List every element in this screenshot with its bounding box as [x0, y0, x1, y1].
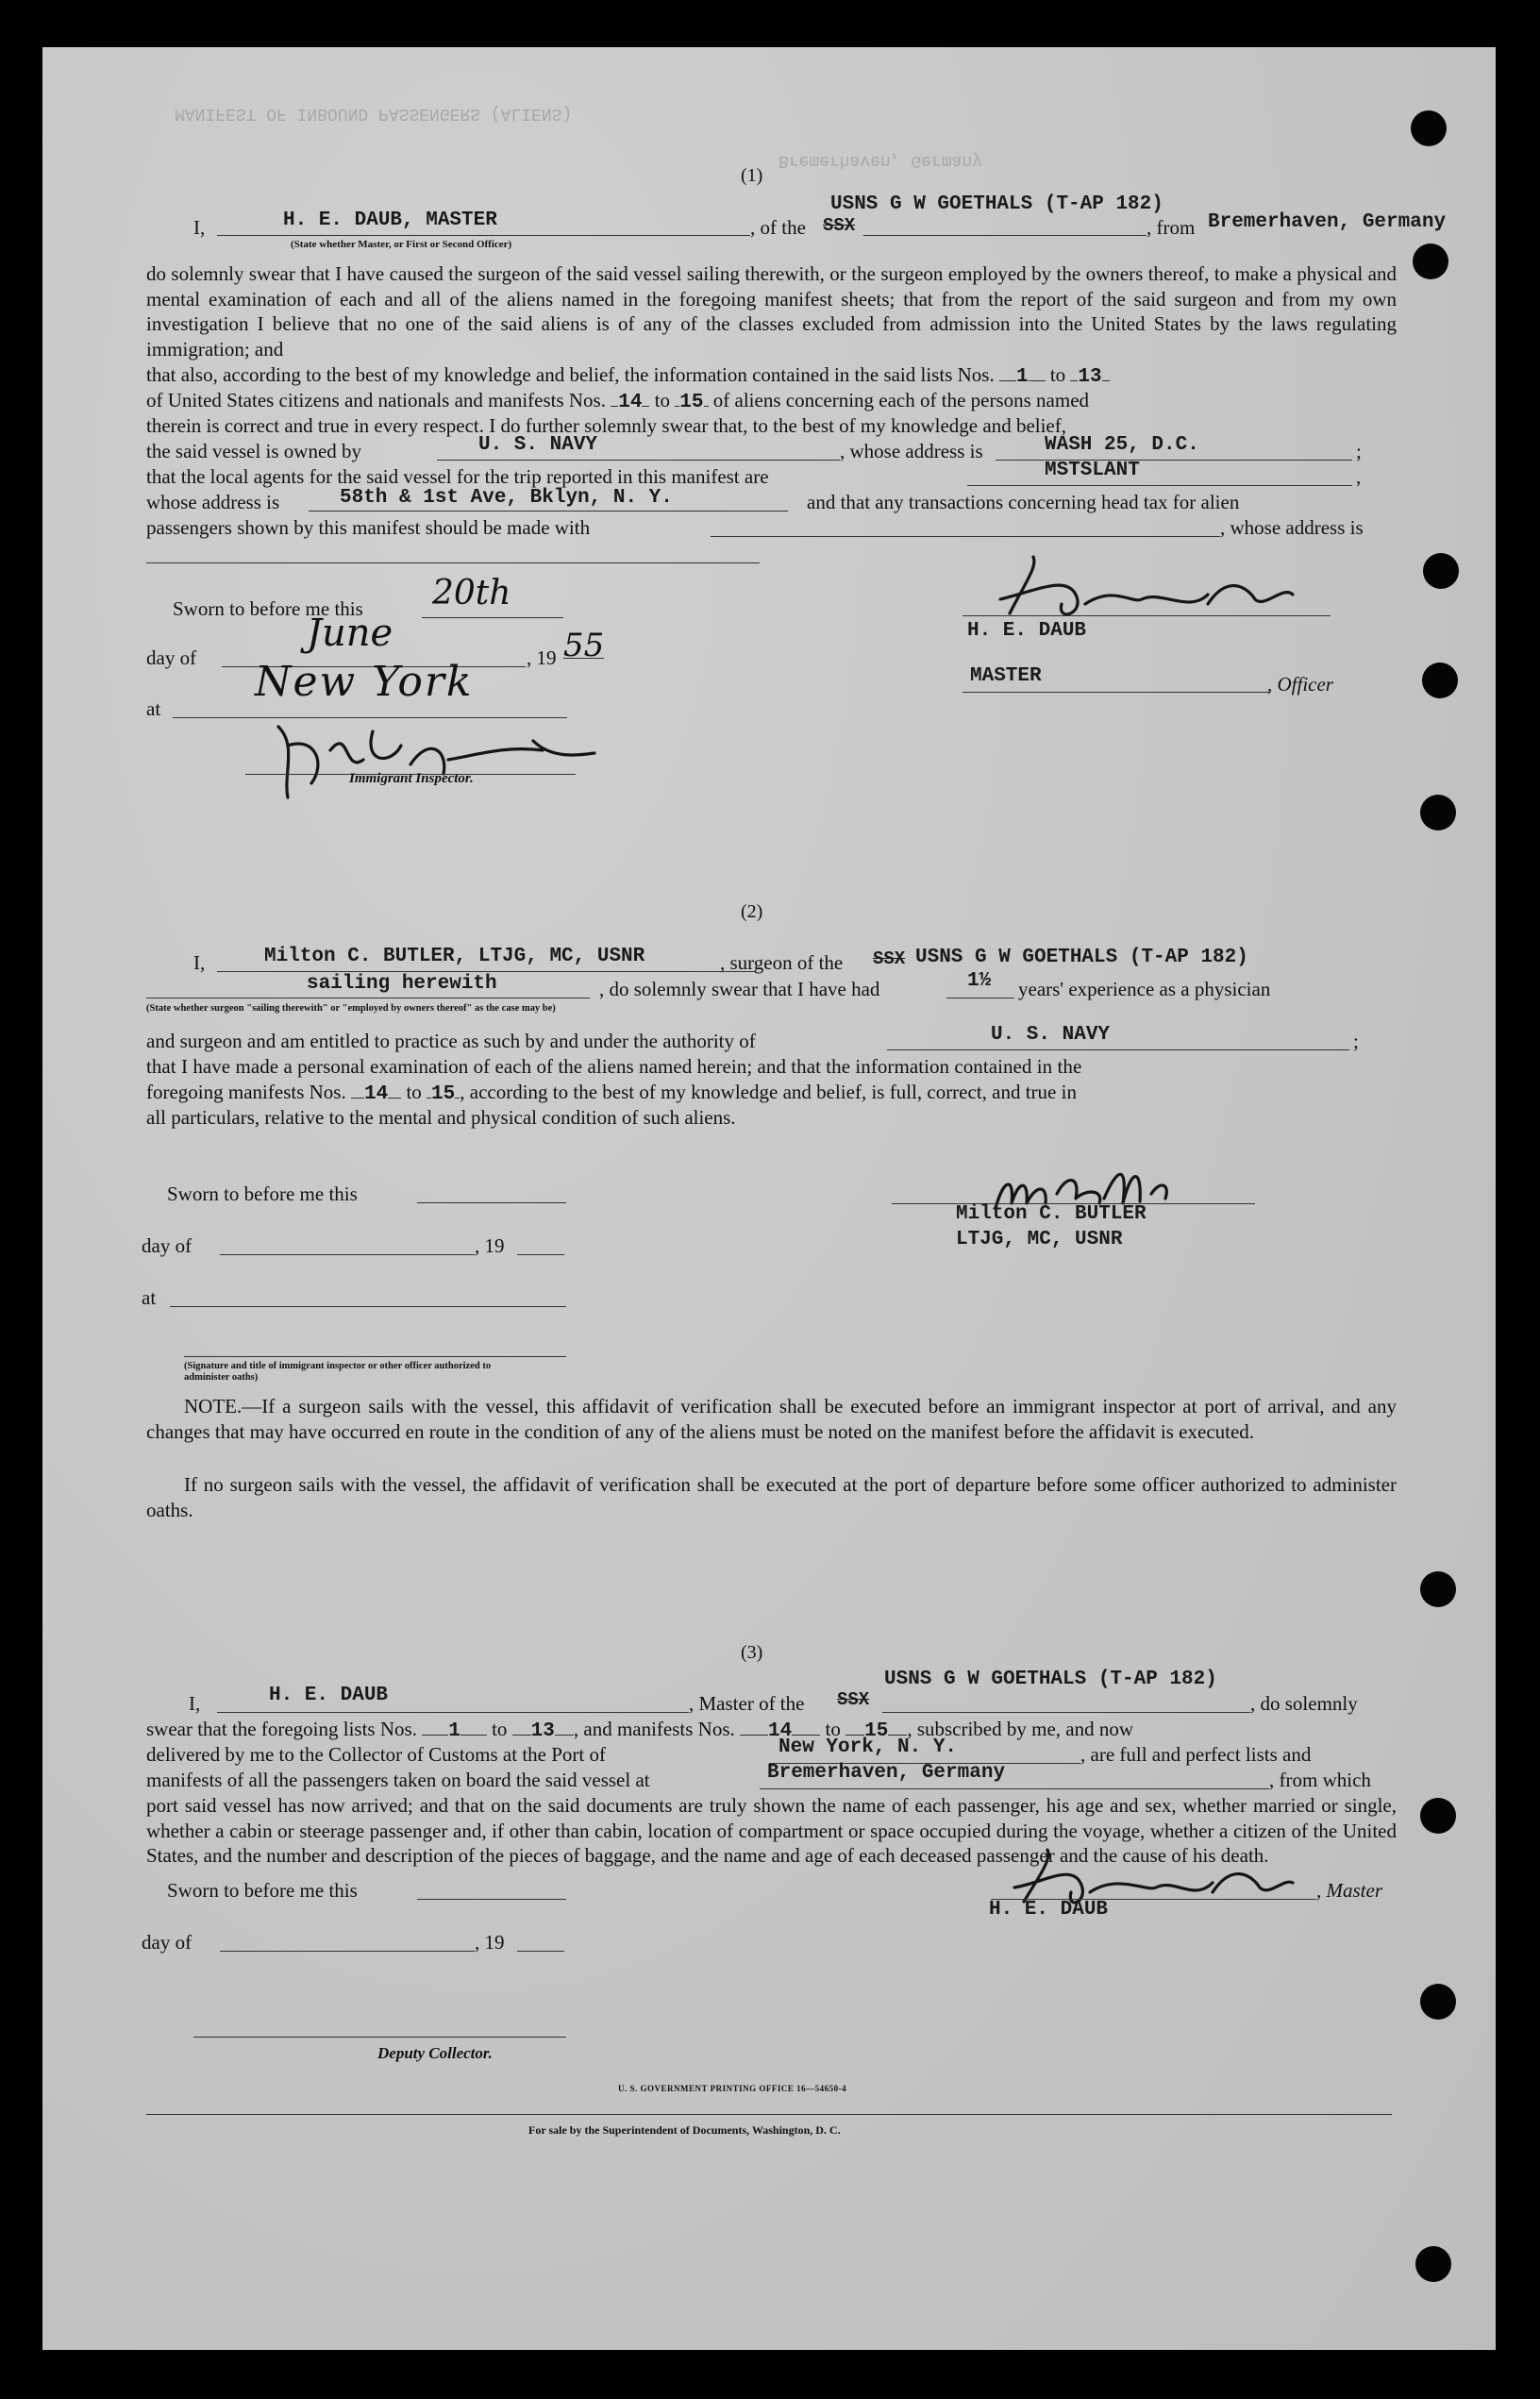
i-label: I,	[193, 951, 206, 974]
swear-label: swear that the foregoing lists Nos.	[146, 1718, 417, 1740]
master-name-line	[217, 1712, 689, 1713]
owner-address-field: WASH 25, D.C.	[1045, 434, 1199, 456]
master-signer-name: H. E. DAUB	[989, 1899, 1109, 1921]
at-label: at	[146, 697, 161, 720]
sworn-month: June	[307, 612, 393, 655]
subscribed-text: , subscribed by me, and now	[907, 1718, 1134, 1740]
section2-body3: all particulars, relative to the mental and physical condition of such aliens.	[146, 1106, 736, 1129]
from-label: , from	[1147, 216, 1196, 239]
lists-to: 13	[530, 1720, 555, 1742]
comma: ,	[1356, 465, 1362, 488]
sale-notice: For sale by the Superintendent of Documents, Washington, D. C.	[528, 2123, 841, 2137]
from-port: Bremerhaven, Germany	[1208, 211, 1447, 233]
authority-text: and surgeon and am entitled to practice as such by and under the authority of	[146, 1030, 756, 1052]
month-line	[220, 1951, 475, 1952]
master-caption: (State whether Master, or First or Second Officer)	[291, 239, 512, 250]
note-paragraph-2: If no surgeon sails with the vessel, the affidavit of verification shall be executed at the port of departure before some officer authorized to administer oaths.	[146, 1473, 1397, 1521]
vessel-name: USNS G W GOETHALS (T-AP 182)	[830, 193, 1163, 215]
agents-field: MSTSLANT	[1045, 460, 1140, 481]
sworn-place: New York	[255, 658, 474, 706]
manifests-to: 15	[864, 1720, 889, 1742]
sailing-field: sailing herewith	[307, 973, 497, 995]
year-prefix: , 19	[527, 646, 557, 669]
from-which-text: , from which	[1269, 1769, 1371, 1791]
authority-line	[887, 1049, 1349, 1050]
master-name-line	[217, 235, 750, 236]
section-number: (2)	[741, 901, 763, 922]
section1-line4	[146, 362, 1110, 390]
collector-caption: Deputy Collector.	[377, 2044, 493, 2062]
inspector-signature	[259, 708, 599, 812]
sworn-label: Sworn to before me this	[167, 1879, 358, 1902]
manifests-text: of United States citizens and nationals and manifests Nos.	[146, 389, 606, 411]
note-label: NOTE.	[184, 1395, 243, 1418]
to-label: to	[654, 389, 671, 411]
sworn-label: Sworn to before me this	[173, 597, 363, 620]
surgeon-signer-title: LTJG, MC, USNR	[956, 1229, 1123, 1250]
master-of-label: , Master of the	[689, 1692, 805, 1715]
day-of-label: day of	[142, 1931, 192, 1954]
aliens-text: of aliens concerning each of the persons named	[712, 389, 1090, 411]
struck-text: SSX	[837, 1689, 870, 1710]
master-signer-title: MASTER	[970, 665, 1042, 687]
year-line	[517, 1951, 564, 1952]
port-field: New York, N. Y.	[778, 1736, 958, 1758]
owner-field: U. S. NAVY	[478, 434, 598, 456]
gpo-line: U. S. GOVERNMENT PRINTING OFFICE 16—54650-4	[618, 2084, 847, 2093]
agents-line	[967, 485, 1352, 486]
section1-line5	[146, 388, 1089, 415]
manifests-from: 14	[363, 1083, 389, 1105]
passengers-line	[711, 536, 1220, 537]
binder-hole	[1420, 795, 1456, 830]
swear-text: , do solemnly swear that I have had	[599, 978, 880, 1000]
agent-address-line	[309, 511, 788, 512]
lists-text: that also, according to the best of my knowledge and belief, the information contained in the said lists Nos.	[146, 363, 995, 386]
sworn-day-line	[417, 1202, 566, 1203]
manifests-to: 15	[431, 1083, 456, 1105]
manifests-label: manifests of all the passengers taken on board the said vessel at	[146, 1769, 650, 1791]
master-signature-line	[962, 615, 1331, 616]
to-label: to	[1049, 363, 1066, 386]
binder-hole	[1420, 1798, 1456, 1834]
sailing-caption: (State whether surgeon "sailing therewith" or "employed by owners thereof" as the case may be)	[146, 1003, 556, 1014]
inspector-caption: (Signature and title of immigrant inspector or other officer authorized to administer oaths)	[184, 1361, 492, 1383]
struck-text: SSX	[873, 948, 906, 969]
manifest-page	[42, 47, 1496, 2350]
lists-to: 13	[1078, 366, 1102, 388]
surgeon-of-label: , surgeon of the	[720, 951, 844, 974]
master-label: , Master	[1316, 1879, 1382, 1902]
year-prefix: , 19	[475, 1234, 505, 1257]
master-name-field: H. E. DAUB	[269, 1685, 389, 1706]
semicolon: ;	[1356, 440, 1362, 462]
boarded-field: Bremerhaven, Germany	[767, 1762, 1006, 1784]
lists-from: 1	[448, 1720, 460, 1742]
binder-hole	[1420, 1571, 1456, 1607]
whose-address-label: , whose address is	[1220, 516, 1364, 539]
at-label: at	[142, 1286, 157, 1309]
owned-by-label: the said vessel is owned by	[146, 440, 362, 462]
transactions-text: and that any transactions concerning head tax for alien	[807, 491, 1240, 513]
manifests-from: 14	[618, 392, 643, 413]
binder-hole	[1413, 243, 1448, 279]
master-name-field: H. E. DAUB, MASTER	[283, 210, 497, 231]
passengers-label: passengers shown by this manifest should be made with	[146, 516, 591, 539]
note-paragraph	[146, 1394, 1397, 1444]
month-line	[220, 1254, 475, 1255]
sworn-day-line	[422, 617, 563, 618]
year-line	[517, 1254, 564, 1255]
note-text: —If a surgeon sails with the vessel, this affidavit of verification shall be executed before an immigrant inspector at port of arrival, and any changes that may have occurred en route in the condition of any of the aliens must be noted on the manifest before the affidavit is executed.	[146, 1395, 1397, 1443]
section-number: (1)	[741, 165, 763, 186]
sworn-day-line	[417, 1899, 566, 1900]
solemnly-text: , do solemnly	[1250, 1692, 1358, 1715]
day-of-label: day of	[146, 646, 197, 669]
year-prefix: , 19	[475, 1931, 505, 1954]
years-text: years' experience as a physician	[1018, 978, 1271, 1000]
footer-rule	[146, 2114, 1392, 2115]
manifests-from: 14	[768, 1720, 793, 1742]
vessel-line	[863, 235, 1147, 236]
boarded-line	[760, 1788, 1269, 1789]
officer-label: , Officer	[1267, 673, 1333, 696]
surgeon-name-field: Milton C. BUTLER, LTJG, MC, USNR	[264, 946, 645, 967]
owner-line	[437, 460, 840, 461]
officer-line	[962, 692, 1269, 693]
binder-hole	[1422, 663, 1458, 698]
years-field: 1½	[967, 970, 992, 992]
address-continuation-line	[146, 562, 760, 563]
full-lists-text: , are full and perfect lists and	[1080, 1743, 1312, 1766]
binder-hole	[1420, 1984, 1456, 2020]
agent-address-field: 58th & 1st Ave, Bklyn, N. Y.	[340, 487, 673, 509]
address-label: , whose address is	[840, 440, 983, 462]
accuracy-text: , according to the best of my knowledge and belief, is full, correct, and true in	[460, 1081, 1077, 1103]
surgeon-signer-name: Milton C. BUTLER	[956, 1203, 1147, 1225]
to-label: to	[492, 1718, 508, 1740]
section2-body1: that I have made a personal examination of each of the aliens named herein; and that the information contained in the	[146, 1055, 1082, 1078]
binder-hole	[1415, 2246, 1451, 2282]
surgeon-name-line	[217, 971, 755, 972]
binder-hole	[1411, 110, 1447, 146]
authority-field: U. S. NAVY	[991, 1024, 1111, 1046]
place-line	[170, 1306, 566, 1307]
manifests-to: 15	[679, 392, 704, 413]
collector-line	[193, 2037, 566, 2038]
section1-line6: therein is correct and true in every respect. I do further solemnly swear that, to the best of my knowledge and belief,	[146, 414, 1066, 437]
section3-body: port said vessel has now arrived; and that on the said documents are truly shown the name of each passenger, his age and sex, whether married or single, whether a cabin or steerage passenger and, if other than cabin, location of compartment or space occupied during the voyage, whether a citizen of the United States, and the number and description of the pieces of baggage, and the name and age of each deceased passenger and the cause of his death.	[146, 1794, 1397, 1867]
lists-from: 1	[1015, 366, 1029, 388]
to-label: to	[825, 1718, 841, 1740]
delivered-label: delivered by me to the Collector of Customs at the Port of	[146, 1743, 606, 1766]
and-manifests-label: , and manifests Nos.	[573, 1718, 735, 1740]
struck-text: SSX	[823, 215, 856, 236]
master-signer-name: H. E. DAUB	[967, 620, 1087, 642]
vessel-name: USNS G W GOETHALS (T-AP 182)	[915, 947, 1248, 968]
sworn-day: 20th	[432, 574, 511, 612]
section-number: (3)	[741, 1642, 763, 1663]
i-label: I,	[193, 216, 206, 239]
vessel-name: USNS G W GOETHALS (T-AP 182)	[884, 1669, 1217, 1690]
bleed-through-text: Bremerhaven, Germany	[778, 151, 983, 170]
agents-label: that the local agents for the said vessel for the trip reported in this manifest are	[146, 465, 769, 488]
to-label: to	[406, 1081, 422, 1103]
section1-body: do solemnly swear that I have caused the surgeon of the said vessel sailing therewith, or the surgeon employed by the owners thereof, to make a physical and mental examination of each and all of the aliens named in the foregoing manifest sheets; that from the report of the said surgeon and from my own investigation I believe that no one of the said aliens is of any of the classes excluded from admission into the United States by the laws regulating immigration; and	[146, 262, 1397, 361]
bleed-through-text: MANIFEST OF INBOUND PASSENGERS (ALIENS)	[175, 104, 573, 123]
foregoing-label: foregoing manifests Nos.	[146, 1081, 346, 1103]
sworn-label: Sworn to before me this	[167, 1183, 358, 1205]
agent-address-label: whose address is	[146, 491, 280, 513]
inspector-caption: Immigrant Inspector.	[349, 771, 474, 786]
binder-hole	[1423, 553, 1459, 589]
i-label: I,	[189, 1692, 201, 1715]
sworn-year: 55	[563, 627, 605, 664]
day-of-label: day of	[142, 1234, 192, 1257]
section3-line2	[146, 1717, 1133, 1744]
semicolon: ;	[1353, 1030, 1359, 1052]
of-the-label: , of the	[750, 216, 806, 239]
section2-line-foregoing	[146, 1080, 1077, 1107]
vessel-line	[882, 1712, 1250, 1713]
inspector-line	[184, 1356, 566, 1357]
